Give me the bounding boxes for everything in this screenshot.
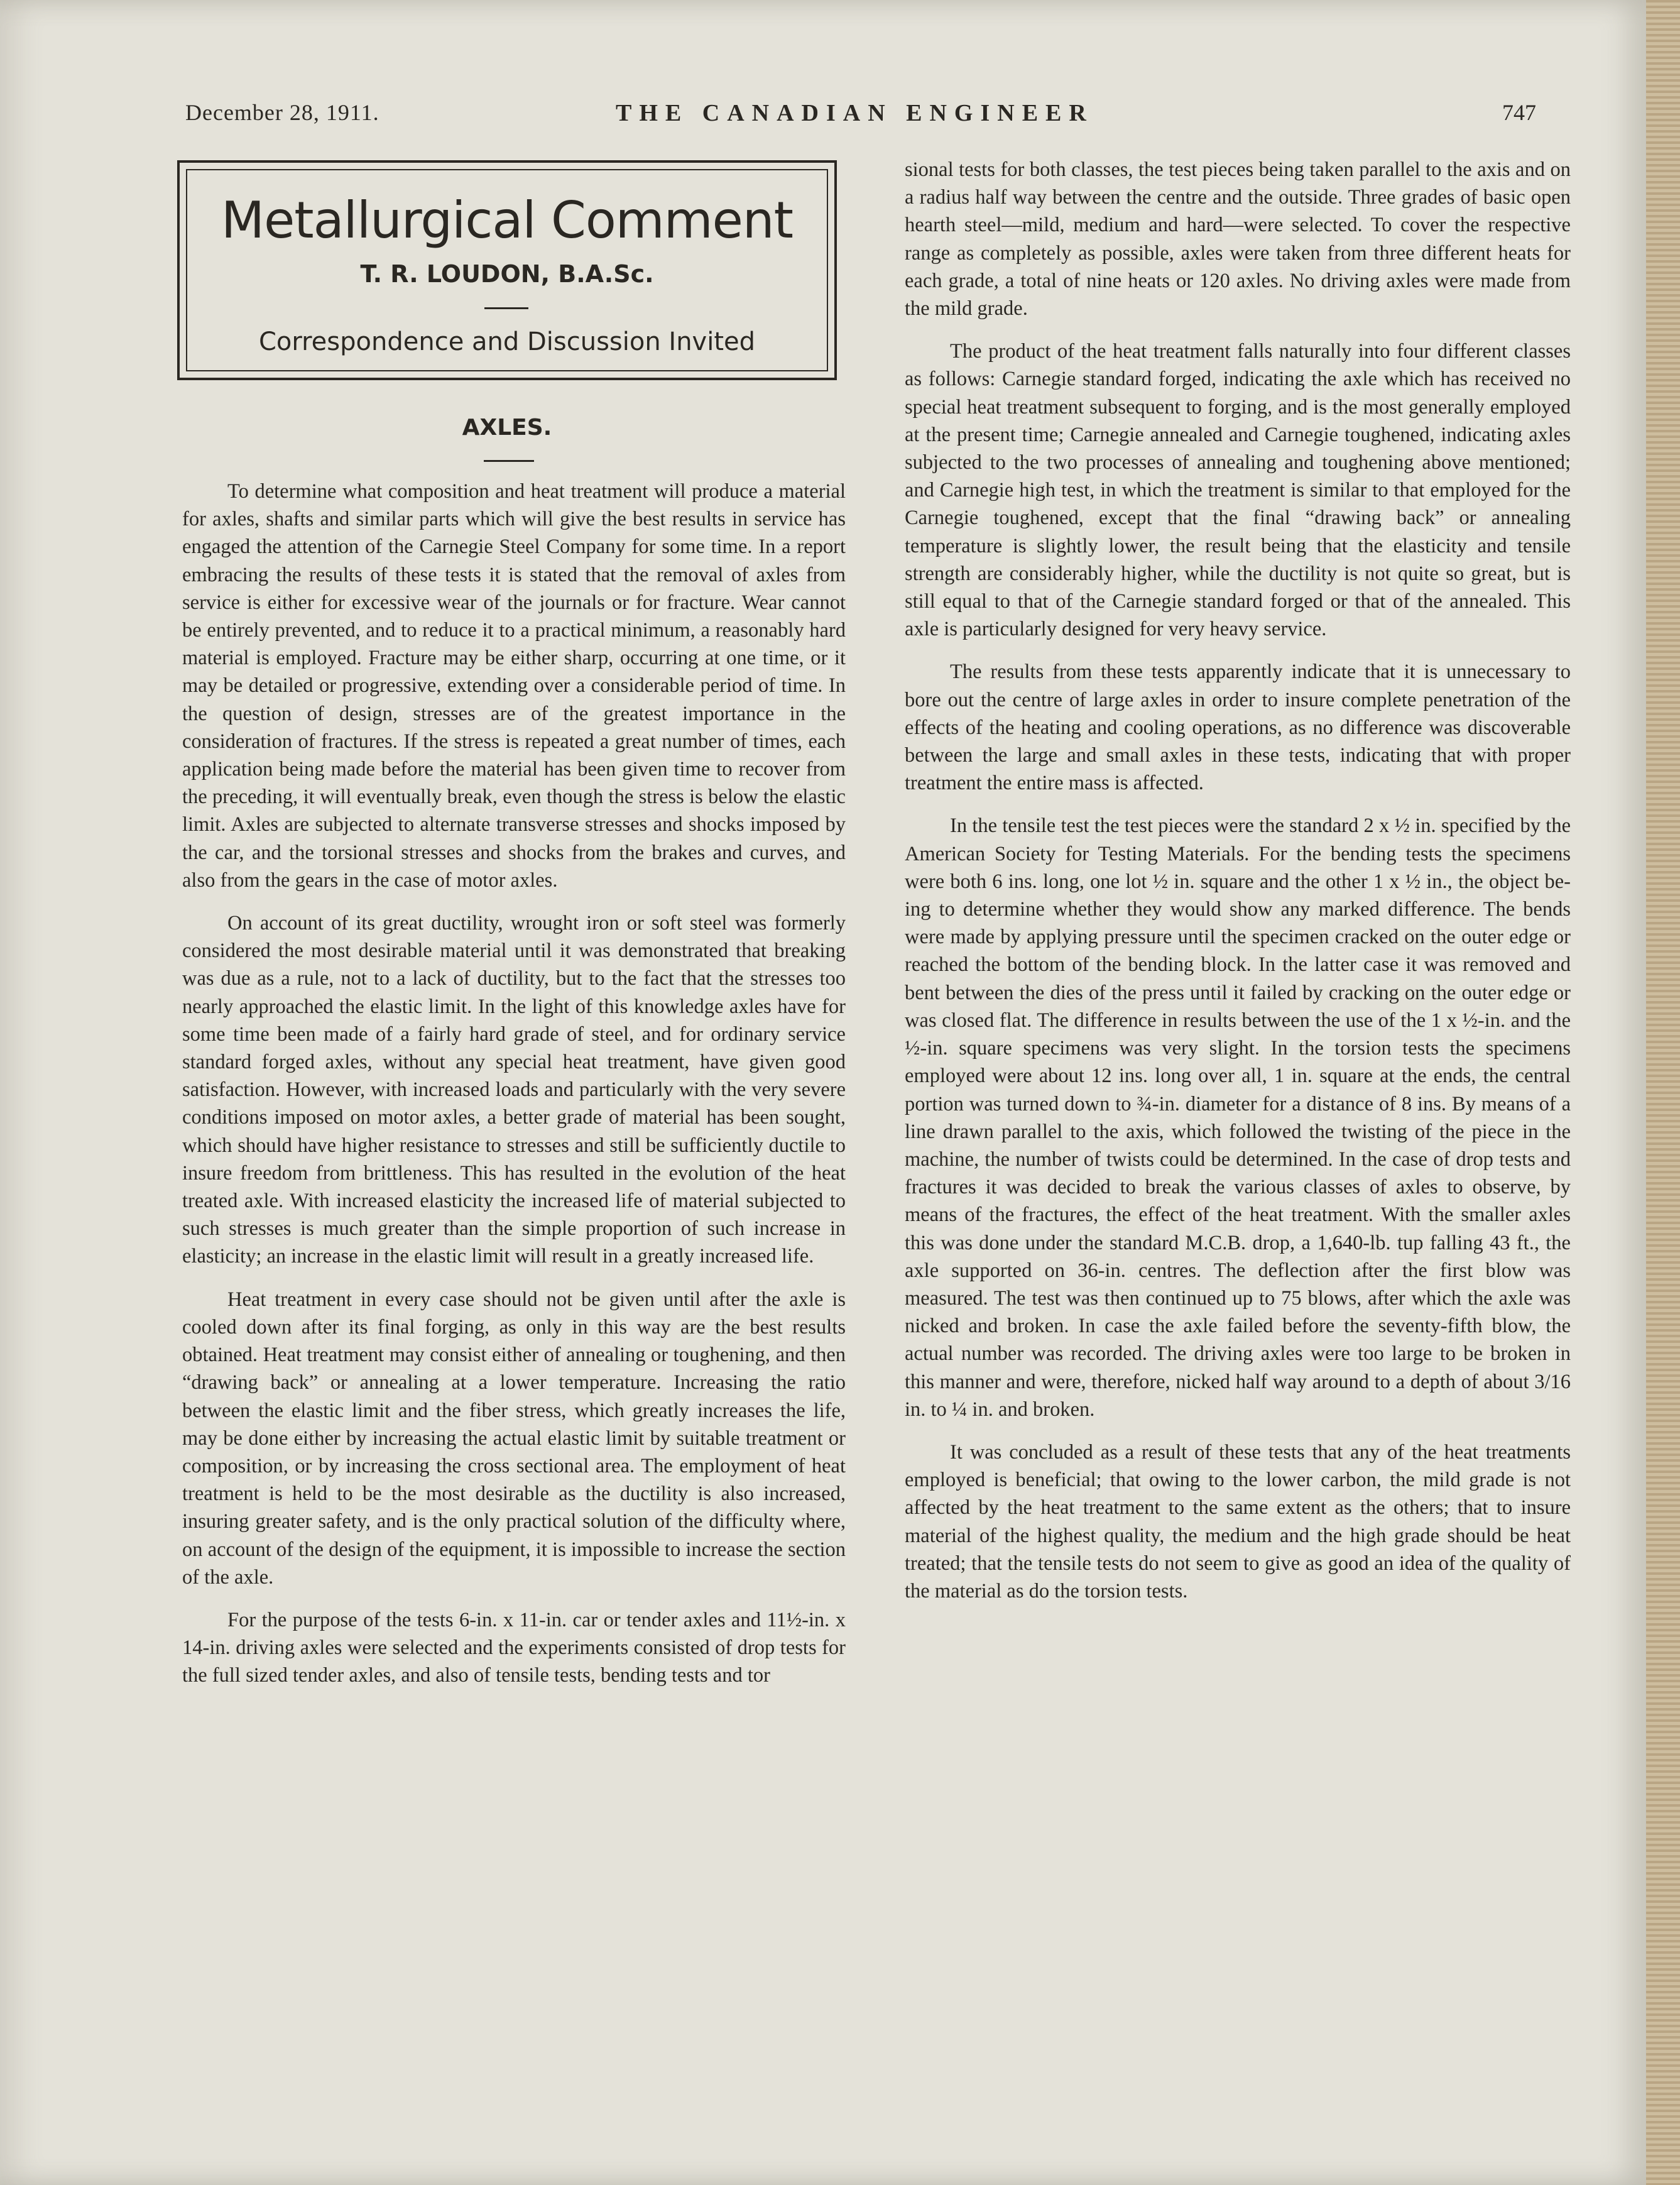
paragraph: Heat treatment in every case should not be given until after the axle is cooled down after its final forging, as only in this way are the best results obtained. Heat treatment may consist either of annealing or toughening, and then “drawing back” or annealing at a lower temperature. Increasing the ratio between the elastic limit and the fiber stress, which greatly increases the life, may be done either by increasing the actual elastic limit by suitable treatment or composition, or by increasing the cross sectional area. The employment of heat treatment is held to be the most desirable as the ductility is also increased, insuring greater safety, and is the only practical solution of the difficulty where, on account of the design of the equipment, it is impossible to increase the section of the axle.: [182, 1288, 846, 1589]
column-title-box: [177, 160, 837, 380]
issue-date: December 28, 1911.: [185, 100, 379, 125]
column-author: T. R. LOUDON, B.A.Sc.: [360, 260, 654, 288]
paragraph-continued: sional tests for both classes, the test pieces being taken parallel to the axis and on a radius half way between the centre and the outside. Three grades of basic open hearth steel—mild, medium and hard—were selected. To cover the respective range as completely as possible, axles were taken from three different heats for each grade, a total of nine heats or 120 axles. No driving axles were made from the mild grade.: [905, 158, 1571, 320]
paragraph: In the tensile test the test pieces were the standard 2 x ½ in. specified by the American Society for Testing Materials. For the bending tests the specimens were both 6 ins. long, one lot ½ in. square and the other 1 x ½ in., the object being to determine whether they would show any marked difference. The bends were made by applying pressure until the specimen cracked on the outer edge or reached the bottom of the bending block. In the latter case it was removed and bent between the dies of the press until it failed by cracking on the outer edge or was closed flat. The difference in results between the use of the 1 x ½-in. and the ½-in. square specimens was very slight. In the torsion tests the specimens employed were about 12 ins. long over all, 1 in. square at the ends, the central portion was turned down to ¾-in. diameter for a distance of 8 ins. By means of a line drawn parallel to the axis, which followed the twisting of the piece in the machine, the number of twists could be determined. In the case of drop tests and fractures it was decided to break the various classes of axles to observe, by means of the fractures, the effect of the heat treatment. With the smaller axles this was done under the standard M.C.B. drop, a 1,640-lb. tup falling 43 ft., the axle supported on 36-in. centres. The deflection after the first blow was measured. The test was then continued up to 75 blows, after which the axle was nicked and broken. In case the axle failed before the seventy-fifth blow, the actual number was recorded. The driving axles were too large to be broken in this manner and were, therefore, nicked half way around to a depth of about 3/16 in. to ¼ in. and broken.: [905, 814, 1571, 1421]
page-number: 747: [1502, 100, 1536, 125]
right-column: [905, 156, 1571, 1620]
journal-title: THE CANADIAN ENGINEER: [616, 100, 1094, 126]
column-invitation: Correspondence and Discussion Invited: [258, 327, 756, 356]
paragraph: It was concluded as a result of these tests that any of the heat treatments employed is beneficial; that owing to the lower carbon, the mild grade is not affected by the heat treatment to the same extent as the others; that to insure material of the highest quality, the medium and the high grade should be heat treated; that the tensile tests do not seem to give as good an idea of the quality of the material as do the torsion tests.: [905, 1440, 1571, 1602]
paragraph: On account of its great ductility, wrought iron or soft steel was formerly considered the most desirable material until it was demonstrated that breaking was due as a rule, not to a lack of ductility, but to the fact that the stresses too nearly approached the elastic limit. In the light of this knowledge axles have for some time been made of a fairly hard grade of steel, and for ordinary service standard forged axles, without any special heat treatment, have given good satisfaction. However, with increased loads and particularly with the very severe conditions imposed on motor axles, a better grade of material has been sought, which should have higher resistance to stresses and still be sufficiently ductile to insure freedom from brittleness. This has resulted in the evolution of the heat treated axle. With increased elasticity the increased life of material subjected to such stresses is much greater than the simple proportion of such increase in elasticity; an increase in the elastic limit will result in a greatly increased life.: [182, 912, 846, 1268]
column-title: Metallurgical Comment: [221, 191, 793, 249]
paragraph: For the purpose of the tests 6-in. x 11-in. car or tender axles and 11½-in. x 14-in. driving axles were selected and the experiments consisted of drop tests for the full sized tender axles, and also of tensile tests, bending tests and tor: [182, 1608, 846, 1687]
paragraph: To determine what composition and heat treatment will produce a material for axles, shafts and similar parts which will give the best results in service has engaged the attention of the Carnegie Steel Company for some time. In a report embracing the results of these tests it is stated that the removal of axles from service is either for excessive wear of the journals or for fracture. Wear cannot be entirely prevented, and to reduce it to a practical minimum, a reasonably hard material is employed. Fracture may be either sharp, occurring at one time, or it may be detailed or progressive, extending over a considerable period of time. In the question of design, stresses are of the greatest importance in the consideration of fractures. If the stress is repeated a great number of times, each application being made before the material has been given time to recover from the preceding, it will eventually break, even though the stress is below the elastic limit. Axles are subjected to alternate transverse stresses and shocks imposed by the car, and the torsional stresses and shocks from the brakes and curves, and also from the gears in the case of motor axles.: [182, 480, 846, 892]
heading-divider: [484, 460, 534, 462]
title-divider: [484, 307, 528, 309]
article-heading: AXLES.: [462, 415, 552, 441]
binding-edge: [1646, 0, 1680, 2185]
paragraph: The product of the heat treatment falls naturally into four different classes as follows: Carnegie standard forged, indicating the axle which has received no special heat treatment subsequent to forging, and is the most generally employed at the present time; Carnegie annealed and Carnegie toughened, indicating axles subjected to the two processes of annealing and toughening above mentioned; and Carnegie high test, in which the treatment is similar to that employed for the Carnegie toughened, except that the final “drawing back” or annealing temperature is slightly lower, the result being that the elasticity and tensile strength are considerably higher, while the ductility is not quite so great, but is still equal to that of the Carnegie standard forged or that of the annealed. This axle is particularly designed for very heavy service.: [905, 340, 1571, 641]
paragraph: The results from these tests apparently indicate that it is unnecessary to bore out the centre of large axles in order to insure complete penetration of the effects of the heating and cooling operations, as no difference was discoverable between the large and small axles in these tests, indicating that with proper treatment the entire mass is affected.: [905, 660, 1571, 795]
running-header: [185, 99, 1536, 137]
left-column: [182, 478, 846, 1705]
